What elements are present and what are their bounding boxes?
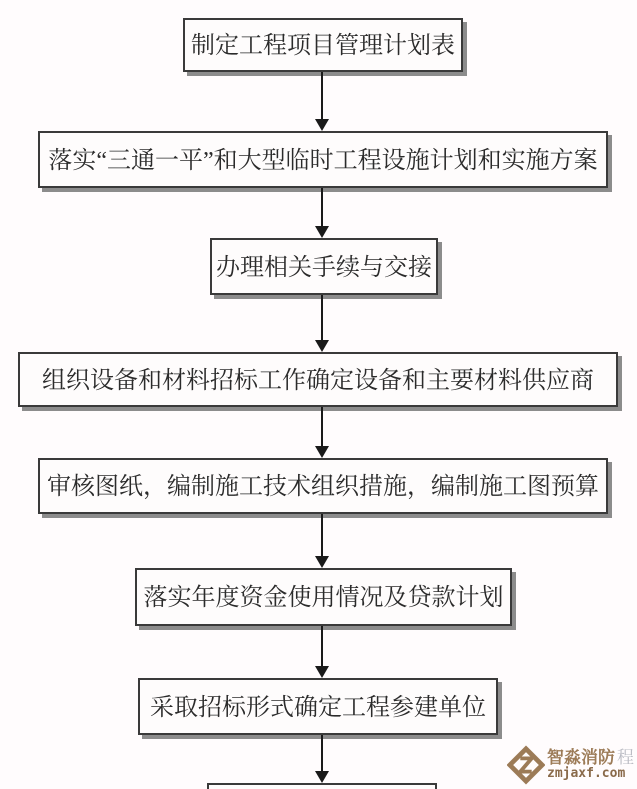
flow-arrow-2 xyxy=(315,188,329,238)
flow-step-4 xyxy=(18,352,618,407)
flow-step-6 xyxy=(135,568,512,626)
flow-step-6-label: 落实年度资金使用情况及贷款计划 xyxy=(143,585,504,611)
arrow-line xyxy=(321,735,323,774)
flow-step-7 xyxy=(138,678,498,735)
brand-name-main: 智淼消防 xyxy=(547,748,615,768)
flow-arrow-3 xyxy=(315,295,329,352)
brand-diamond-z-logo-icon xyxy=(507,745,545,785)
watermark xyxy=(507,745,634,785)
flow-step-5-label: 审核图纸，编制施工技术组织措施，编制施工图预算 xyxy=(47,474,599,500)
flow-step-8-partial xyxy=(207,783,437,789)
flow-step-4-label: 组织设备和材料招标工作确定设备和主要材料供应商 xyxy=(42,367,594,394)
flow-step-2-label: 落实“三通一平”和大型临时工程设施计划和实施方案 xyxy=(48,147,598,174)
brand-name-faint: 程 xyxy=(617,748,634,768)
flow-step-3 xyxy=(210,238,438,295)
flow-arrow-1 xyxy=(315,72,329,131)
arrow-line xyxy=(321,188,323,229)
flow-step-2 xyxy=(38,131,608,188)
arrow-line xyxy=(321,514,323,559)
flow-arrow-5 xyxy=(315,514,329,568)
arrow-head-down-icon xyxy=(315,226,329,238)
arrow-head-down-icon xyxy=(315,119,329,131)
arrow-head-down-icon xyxy=(315,340,329,352)
arrow-head-down-icon xyxy=(315,771,329,783)
arrow-head-down-icon xyxy=(315,666,329,678)
brand-name xyxy=(547,749,634,767)
arrow-line xyxy=(321,72,323,122)
watermark-text xyxy=(547,749,634,780)
brand-url: zmjaxf.com xyxy=(547,766,626,782)
flow-arrow-4 xyxy=(315,407,329,458)
arrow-line xyxy=(321,626,323,669)
arrow-line xyxy=(321,295,323,343)
flow-arrow-7 xyxy=(315,735,329,783)
arrow-head-down-icon xyxy=(315,556,329,568)
flow-arrow-6 xyxy=(315,626,329,678)
arrow-line xyxy=(321,407,323,449)
flow-step-5 xyxy=(38,458,608,514)
flow-step-1-label: 制定工程项目管理计划表 xyxy=(191,33,455,59)
flow-step-3-label: 办理相关手续与交接 xyxy=(216,254,432,281)
flow-step-7-label: 采取招标形式确定工程参建单位 xyxy=(150,694,486,721)
flow-step-1 xyxy=(183,18,463,72)
arrow-head-down-icon xyxy=(315,446,329,458)
